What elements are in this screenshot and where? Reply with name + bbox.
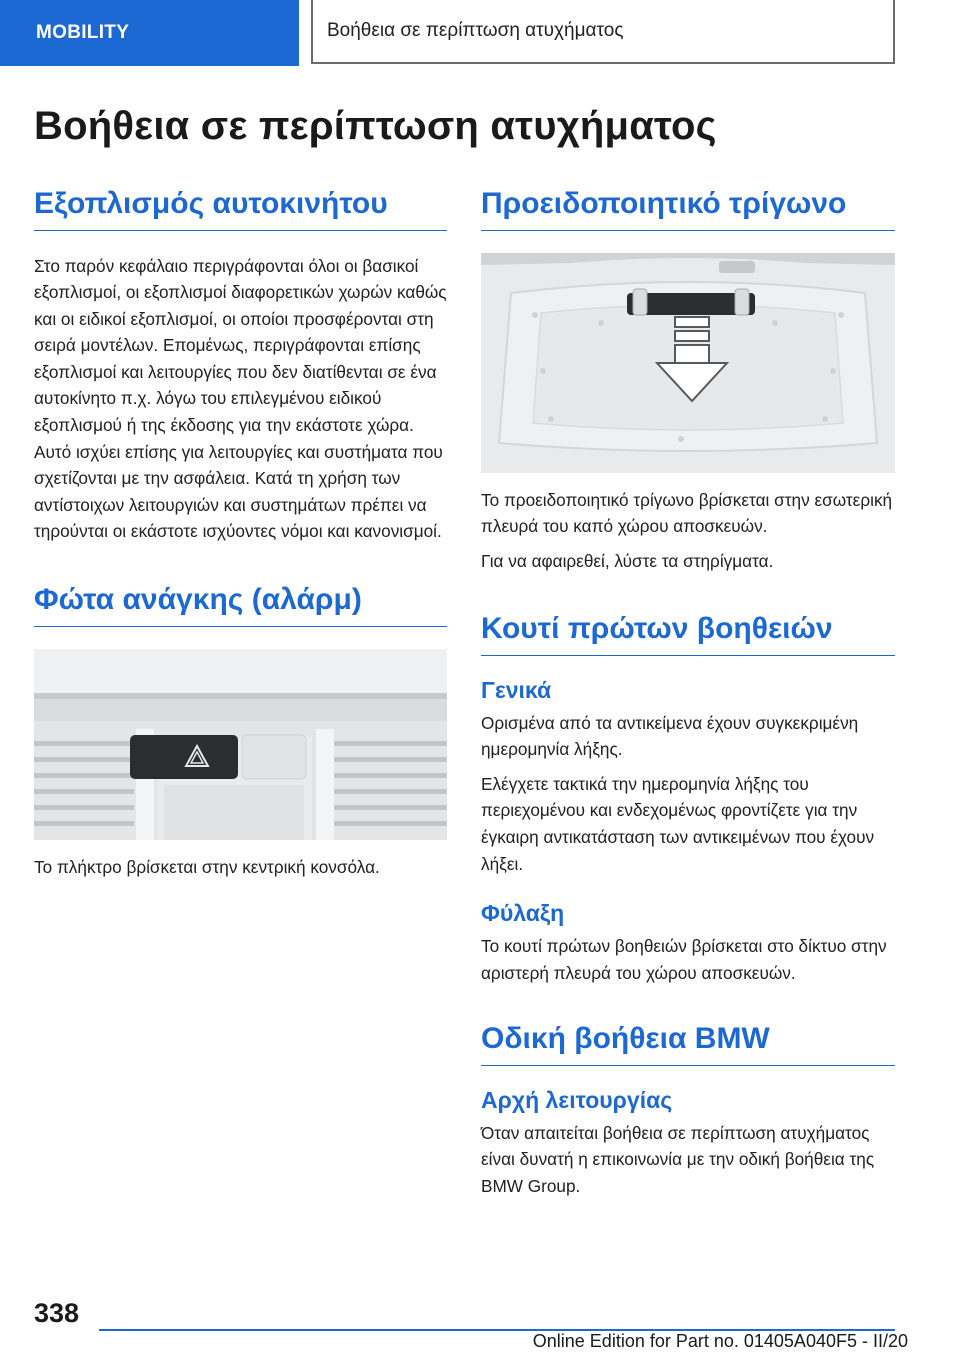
storage-paragraph: Το κουτί πρώτων βοηθειών βρίσκεται στο δίκτυο στην αριστερή πλευρά του χώρου αποσκευών. — [481, 936, 887, 983]
principle-paragraph: Όταν απαιτείται βοήθεια σε περίπτωση ατυχήματος είναι δυνατή η επικοινωνία με την οδική βοήθεια της BMW Group. — [481, 1122, 875, 1196]
page-number: 338 — [34, 1298, 80, 1328]
section-tab[interactable]: MOBILITY — [0, 0, 299, 66]
breadcrumb: Βοήθεια σε περίπτωση ατυχήματος — [311, 0, 895, 64]
right-column — [481, 185, 895, 1199]
warning-triangle-location-illustration — [481, 253, 895, 473]
section-heading-triangle: Προειδοποιητικό τρίγωνο — [481, 185, 895, 231]
section-heading-hazard: Φώτα ανάγκης (αλάρμ) — [34, 581, 447, 627]
subheading-principle: Αρχή λειτουργίας — [481, 1086, 673, 1113]
subheading-storage: Φύλαξη — [481, 900, 565, 927]
equipment-paragraph: Στο παρόν κεφάλαιο περιγράφονται όλοι οι βασικοί εξοπλισμοί, οι εξοπλισμοί διαφορετικών χωρών καθώς και οι ειδικοί εξοπλισμοί, οι οποίοι προσφέρονται στη σειρά μοντέλων. Επομένως, περιγράφονται επίσης εξοπλισμοί και λειτουργίες που δεν διατίθενται σε ένα αυτοκίνητο π.χ. λόγω του επιλεγμένου ειδικού εξοπλισμού ή της έκδοσης για την εκάστοτε χώρα. Αυτό ισχύει επίσης για λειτουργίες και συστήματα που σχετίζονται με την ασφάλεια. Κατά τη χρήση των αντίστοιχων λειτουργιών και συστημάτων πρέπει να τηρούνται οι εκάστοτε ισχύοντες νόμοι και κανονισμοί. — [34, 255, 447, 542]
general-paragraph-1: Ορισμένα από τα αντικείμενα έχουν συγκεκριμένη ημερομηνία λήξης. — [481, 712, 859, 760]
section-heading-first-aid: Κουτί πρώτων βοηθειών — [481, 610, 895, 656]
hazard-switch-illustration — [34, 649, 447, 840]
page-header — [0, 0, 960, 66]
general-paragraph-2: Ελέγχετε τακτικά την ημερομηνία λήξης του περιεχομένου και ενδεχομένως φροντίζετε για την έγκαιρη αντικατάσταση των αντικειμένων που έχουν λήξει. — [481, 773, 875, 874]
hazard-caption: Το πλήκτρο βρίσκεται στην κεντρική κονσόλα. — [34, 856, 380, 877]
page-title: Βοήθεια σε περίπτωση ατυχήματος — [34, 104, 717, 148]
triangle-note: Για να αφαιρεθεί, λύστε τα στηρίγματα. — [481, 550, 774, 571]
subheading-general: Γενικά — [481, 676, 552, 703]
left-column — [34, 185, 447, 880]
section-heading-equipment: Εξοπλισμός αυτοκινήτου — [34, 185, 447, 231]
triangle-caption: Το προειδοποιητικό τρίγωνο βρίσκεται στην εσωτερική πλευρά του καπό χώρου αποσκευών. — [481, 489, 893, 537]
section-heading-roadside: Οδική βοήθεια BMW — [481, 1020, 895, 1066]
edition-note: Online Edition for Part no. 01405A040F5 - II/20 — [532, 1331, 908, 1351]
